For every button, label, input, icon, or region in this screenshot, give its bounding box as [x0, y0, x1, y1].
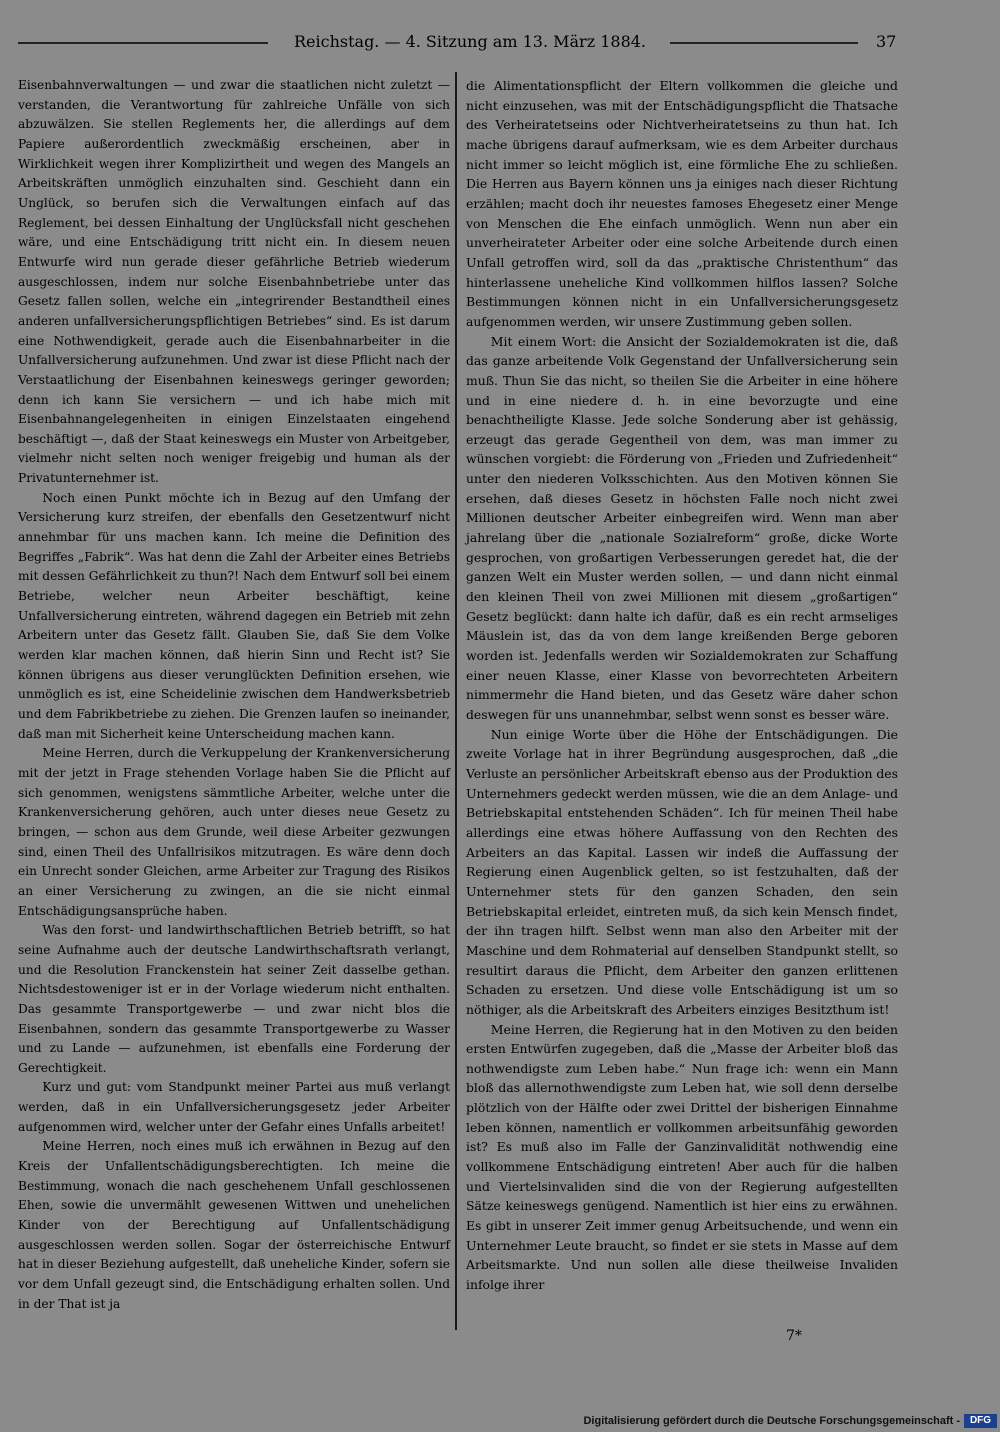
- paragraph: Noch einen Punkt möchte ich in Bezug auf den Umfang der Versicherung kurz streifen, der ebenfalls den Gesetzentwurf nicht annehmbar für uns machen kann. Ich meine die Definition des Begriffes „Fabrik“. Was hat denn die Zahl der Arbeiter eines Betriebs mit dessen Gefährlichkeit zu thun?! Nach dem Entwurf soll bei einem Betriebe, welcher neun Arbeiter beschäftigt, keine Unfallversicherung eintreten, während dagegen ein Betrieb mit zehn Arbeitern unter das Gesetz fällt. Glauben Sie, daß Sie dem Volke werden klar machen können, daß hierin Sinn und Recht ist? Sie können übrigens aus dieser verunglückten Definition ersehen, wie unmöglich es ist, eine Scheidelinie zwischen dem Handwerksbetrieb und dem Fabrikbetriebe zu ziehen. Die Grenzen laufen so ineinander, daß man mit Sicherheit keine Unterscheidung machen kann.: [18, 490, 450, 741]
- dfg-logo-icon: DFG: [964, 1414, 997, 1428]
- paragraph: Meine Herren, noch eines muß ich erwähnen in Bezug auf den Kreis der Unfallentschädigungsberechtigten. Ich meine die Bestimmung, wonach die nach geschehenem Unfall geschlossenen Ehen, sowie die unvermählt gewesenen Wittwen und unehelichen Kinder von der Berechtigung auf Unfallentschädigung ausgeschlossen werden sollen. Sogar der österreichische Entwurf hat in dieser Beziehung aufgestellt, daß uneheliche Kinder, sofern sie vor dem Unfall gezeugt sind, die Entschädigung erhalten sollen. Und in der That ist ja: [18, 1139, 450, 1311]
- header-rule-right: [670, 42, 858, 44]
- footer: [0, 1412, 1000, 1432]
- page-number: 37: [876, 32, 897, 51]
- paragraph: Mit einem Wort: die Ansicht der Sozialdemokraten ist die, daß das ganze arbeitende Volk Gegenstand der Unfallversicherung sein muß. Thun Sie das nicht, so theilen Sie die Arbeiter in eine höhere und in eine niedere d. h. in eine bevorzugte und eine benachtheiligte Klasse. Jede solche Sonderung aber ist gehässig, erzeugt das gerade Gegentheil von dem, was man immer zu wünschen vorgiebt: die Förderung von „Frieden und Zufriedenheit“ unter den niederen Volksschichten. Aus den Motiven können Sie ersehen, daß dieses Gesetz in höchsten Falle noch nicht zwei Millionen deutscher Arbeiter einbegreifen wird. Wenn man aber jahrelang über die „nationale Sozialreform“ große, dicke Worte gesprochen, von großartigen Verbesserungen geredet hat, die der ganzen Welt ein Muster werden sollen, — und dann nicht einmal den kleinen Theil von zwei Millionen mit diesem „großartigen“ Gesetz beglückt: dann halte ich dafür, daß es ein recht armseliges Mäuslein ist, das da von dem lange kreißenden Berge geboren worden ist. Jedenfalls werden wir Sozialdemokraten zur Schaffung einer neuen Klasse, einer Klasse von bevorrechteten Arbeitern nimmermehr die Hand bieten, und das Gesetz wäre daher schon deswegen für uns unannehmbar, selbst wenn sonst es besser wäre.: [466, 333, 898, 722]
- right-column: [466, 76, 898, 1295]
- funding-credit: Digitalisierung gefördert durch die Deutsche Forschungsgemeinschaft -: [583, 1415, 960, 1427]
- paragraph: Meine Herren, die Regierung hat in den Motiven zu den beiden ersten Entwürfen zugegeben, daß die „Masse der Arbeiter bloß das nothwendigste zum Leben habe.“ Nun frage ich: wenn ein Mann bloß das allernothwendigste zum Leben hat, wie soll denn derselbe plötzlich von der Hälfte oder zwei Drittel der bisherigen Einnahme leben können, namentlich er vollkommen arbeitsunfähig geworden ist? Es muß also im Falle der Ganzinvalidität nothwendig eine vollkommene Entschädigung eintreten! Aber auch für die halben und Viertelsinvaliden sind die von der Regierung aufgestellten Sätze keineswegs genügend. Namentlich ist hier eins zu erwähnen. Es gibt in unserer Zeit immer genug Arbeitsuchende, und wenn ein Unternehmer Leute braucht, so findet er sie stets in Masse auf dem Arbeitsmarkte. Und nun sollen alle diese theilweise Invaliden infolge ihrer: [466, 1021, 898, 1293]
- page-header: [18, 30, 908, 54]
- column-divider: [455, 72, 457, 1330]
- header-rule-left: [18, 42, 268, 44]
- running-title: Reichstag. — 4. Sitzung am 13. März 1884.: [293, 32, 647, 51]
- paragraph: Meine Herren, durch die Verkuppelung der Krankenversicherung mit der jetzt in Frage stehenden Vorlage haben Sie die Pflicht auf sich genommen, wenigstens sämmtliche Arbeiter, welche unter die Krankenversicherung gehören, auch unter dieses neue Gesetz zu bringen, — schon aus dem Grunde, weil diese Arbeiter gezwungen sind, einen Theil des Unfallrisikos mitzutragen. Es wäre denn doch ein Unrecht sonder Gleichen, arme Arbeiter zur Tragung des Risikos an einer Versicherung zu zwingen, an die sie nicht einmal Entschädigungsansprüche haben.: [18, 746, 450, 918]
- paragraph: Nun einige Worte über die Höhe der Entschädigungen. Die zweite Vorlage hat in ihrer Begründung ausgesprochen, daß „die Verluste an persönlicher Arbeitskraft ebenso aus der Produktion des Unternehmers gedeckt werden müssen, wie die an dem Anlage- und Betriebskapital entstehenden Schäden“. Ich für meinen Theil habe allerdings eine etwas höhere Auffassung von den Rechten des Arbeiters an das Kapital. Lassen wir indeß die Auffassung der Regierung einen Augenblick gelten, so ist festzuhalten, daß der Unternehmer stets für den ganzen Schaden, den sein Betriebskapital erleidet, eintreten muß, da sich kein Mensch findet, der ihn tragen hilft. Selbst wenn man also den Arbeiter mit der Maschine und dem Rohmaterial auf denselben Standpunkt stellt, so resultirt daraus die Pflicht, dem Arbeiter den ganzen erlittenen Schaden zu ersetzen. Und diese volle Entschädigung ist um so nöthiger, als die Arbeitskraft des Arbeiters einziges Besitzthum ist!: [466, 726, 898, 1017]
- paragraph: Eisenbahnverwaltungen — und zwar die staatlichen nicht zuletzt — verstanden, die Verantwortung für zahlreiche Unfälle von sich abzuwälzen. Sie stellen Reglements her, die allerdings auf dem Papiere außerordentlich zweckmäßig erscheinen, aber in Wirklichkeit wegen ihrer Komplizirtheit und wegen des Mangels an Arbeitskräften unmöglich einzuhalten sind. Geschieht dann ein Unglück, so berufen sich die Verwaltungen einfach auf das Reglement, bei dessen Einhaltung der Unglücksfall nicht geschehen wäre, und eine Entschädigung tritt nicht ein. In diesem neuen Entwurfe wird nun gerade dieser gefährliche Betrieb wiederum ausgeschlossen, indem nur solche Eisenbahnbetriebe unter das Gesetz fallen sollen, welche ein „integrirender Bestandtheil eines anderen unfallversicherungspflichtigen Betriebes“ sind. Es ist darum eine Nothwendigkeit, gerade auch die Eisenbahnarbeiter in die Unfallversicherung aufzunehmen. Und zwar ist diese Pflicht nach der Verstaatlichung der Eisenbahnen keineswegs geringer geworden; denn ich kann Sie versichern — und ich habe mich mit Eisenbahnangelegenheiten in einigen Einzelstaaten eingehend beschäftigt —, daß der Staat keineswegs ein Muster von Arbeitgeber, vielmehr nicht selten noch weniger freigebig und human als der Privatunternehmer ist.: [18, 78, 450, 486]
- paragraph: Kurz und gut: vom Standpunkt meiner Partei aus muß verlangt werden, daß in ein Unfallversicherungsgesetz jeder Arbeiter aufgenommen wird, welcher unter der Gefahr eines Unfalls arbeitet!: [18, 1080, 450, 1134]
- paragraph: Was den forst- und landwirthschaftlichen Betrieb betrifft, so hat seine Aufnahme auch der deutsche Landwirthschaftsrath verlangt, und die Resolution Franckenstein hat seiner Zeit dasselbe gethan. Nichtsdestoweniger ist er in der Vorlage wiederum nicht enthalten. Das gesammte Transportgewerbe — und zwar nicht blos die Eisenbahnen, sondern das gesammte Transportgewerbe zu Wasser und zu Lande — aufzunehmen, ist ebenfalls eine Forderung der Gerechtigkeit.: [18, 923, 450, 1075]
- left-column: [18, 76, 450, 1314]
- signature-mark: 7*: [786, 1328, 802, 1344]
- paragraph: die Alimentationspflicht der Eltern vollkommen die gleiche und nicht einzusehen, was mit der Entschädigungspflicht die Thatsache des Verheiratetseins oder Nichtverheiratetseins zu thun hat. Ich mache übrigens darauf aufmerksam, wie es dem Arbeiter durchaus nicht immer so leicht möglich ist, eine förmliche Ehe zu schließen. Die Herren aus Bayern können uns ja einiges nach dieser Richtung erzählen; macht doch ihr neuestes famoses Ehegesetz einer Menge von Menschen die Ehe einfach unmöglich. Wenn nun aber ein unverheirateter Arbeiter oder eine solche Arbeitende durch einen Unfall getroffen wird, soll da das „praktische Christenthum“ das hinterlassene uneheliche Kind vollkommen hilflos lassen? Solche Bestimmungen können nicht in ein Unfallversicherungsgesetz aufgenommen werden, wir unsere Zustimmung geben sollen.: [466, 78, 898, 329]
